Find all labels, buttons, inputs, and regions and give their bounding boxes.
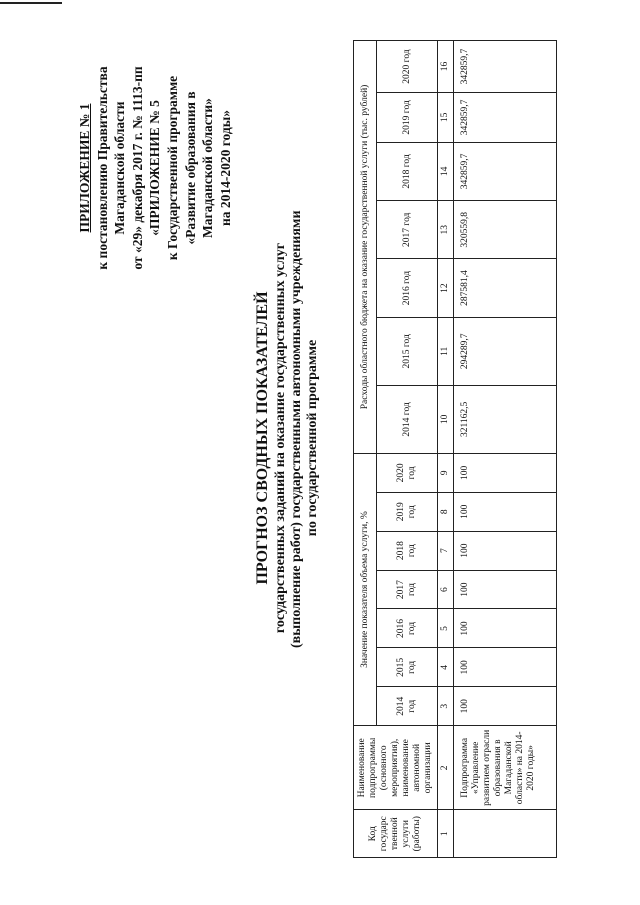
appendix-line: Магаданской области» — [200, 98, 216, 238]
column-number: 14 — [438, 142, 454, 200]
indicators-table — [353, 40, 557, 858]
cell-indicator: 100 — [454, 453, 557, 492]
appendix-line: «ПРИЛОЖЕНИЕ № 5 — [147, 100, 163, 236]
column-number: 11 — [438, 317, 454, 385]
header-indicator-year: 2020 год — [377, 453, 438, 492]
column-number: 16 — [438, 41, 454, 93]
appendix-line: к Государственной программе — [164, 75, 180, 261]
cell-indicator: 100 — [454, 609, 557, 648]
header-expense-year: 2017 год — [377, 201, 438, 259]
column-number: 1 — [438, 810, 454, 858]
cell-indicator: 100 — [454, 570, 557, 609]
appendix-line: Магаданской области — [112, 101, 128, 235]
table-row — [454, 41, 557, 858]
column-number: 8 — [438, 492, 454, 531]
column-number-row — [438, 41, 454, 858]
cell-indicator: 100 — [454, 492, 557, 531]
title-main: ПРОГНОЗ СВОДНЫХ ПОКАЗАТЕЛЕЙ — [254, 291, 271, 585]
column-number: 2 — [438, 726, 454, 810]
column-number: 5 — [438, 609, 454, 648]
appendix-line: «Развитие образования в — [182, 91, 198, 245]
header-expense-year: 2015 год — [377, 317, 438, 385]
top-edge-rule — [0, 2, 62, 4]
header-indicator-group: Значение показателя объема услуги, % — [354, 453, 377, 725]
appendix-line: к постановлению Правительства — [94, 66, 110, 270]
cell-expense: 342859,7 — [454, 93, 557, 143]
title-line: по государственной программе — [305, 339, 320, 537]
header-code: Код государс твенной услуги (работы) — [354, 810, 438, 858]
cell-indicator: 100 — [454, 648, 557, 687]
column-number: 15 — [438, 93, 454, 143]
cell-indicator: 100 — [454, 687, 557, 726]
header-expense-year: 2014 год — [377, 385, 438, 453]
column-number: 6 — [438, 570, 454, 609]
cell-expense: 342859,7 — [454, 142, 557, 200]
cell-code — [454, 810, 557, 858]
column-number: 13 — [438, 201, 454, 259]
column-number: 9 — [438, 453, 454, 492]
header-indicator-year: 2015 год — [377, 648, 438, 687]
appendix-line: на 2014-2020 годы» — [217, 109, 233, 227]
title-line: государственных заданий на оказание государственных услуг — [273, 242, 288, 634]
appendix-number: ПРИЛОЖЕНИЕ № 1 — [77, 103, 92, 233]
header-indicator-year: 2018 год — [377, 531, 438, 570]
header-expense-year: 2020 год — [377, 41, 438, 93]
header-expense-year: 2016 год — [377, 259, 438, 317]
column-number: 10 — [438, 385, 454, 453]
header-expense-year: 2018 год — [377, 142, 438, 200]
column-number: 12 — [438, 259, 454, 317]
column-number: 4 — [438, 648, 454, 687]
cell-indicator: 100 — [454, 531, 557, 570]
header-indicator-year: 2014 год — [377, 687, 438, 726]
title-line: (выполнение работ) государственными автономными учреждениями — [289, 210, 304, 648]
header-expense-year: 2019 год — [377, 93, 438, 143]
column-number: 7 — [438, 531, 454, 570]
header-expenses-group: Расходы областного бюджета на оказание государственной услуги (тыс. рублей) — [354, 41, 377, 454]
cell-subprogram-name: Подпрограмма «Управление развитием отрасли образования в Магаданской области» на 2014-2020 годы» — [454, 726, 557, 810]
cell-expense: 342859,7 — [454, 41, 557, 93]
document-title — [253, 210, 321, 648]
rotated-page — [18, 18, 618, 888]
appendix-line: от «29» декабря 2017 г. № 1113-пп — [129, 66, 145, 270]
header-indicator-year: 2019 год — [377, 492, 438, 531]
column-number: 3 — [438, 687, 454, 726]
header-indicator-year: 2016 год — [377, 609, 438, 648]
cell-expense: 321162,5 — [454, 385, 557, 453]
appendix-block — [76, 23, 234, 313]
header-name: Наименование подпрограммы (основного мероприятия), наименование автономной организации — [354, 726, 438, 810]
cell-expense: 294289,7 — [454, 317, 557, 385]
header-indicator-year: 2017 год — [377, 570, 438, 609]
cell-expense: 320559,8 — [454, 201, 557, 259]
cell-expense: 287581,4 — [454, 259, 557, 317]
